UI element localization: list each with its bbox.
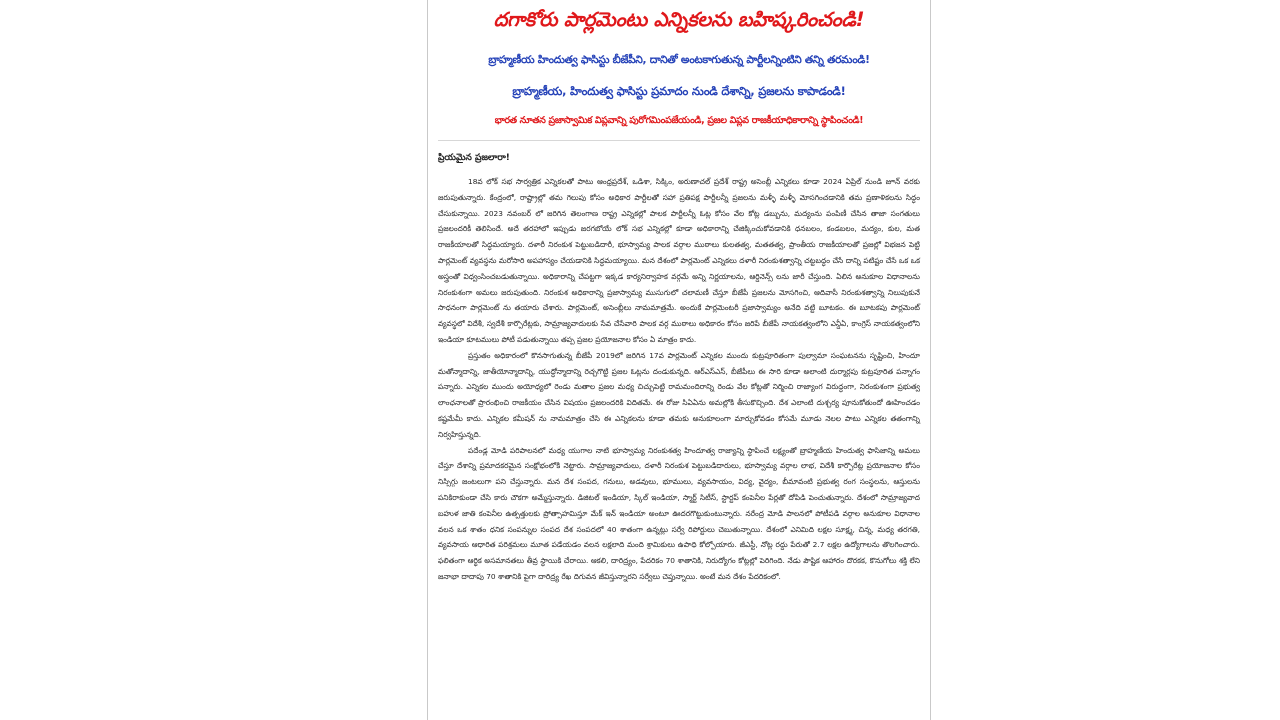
paragraph: పదేండ్ల మోడి పరిపాలనలో మధ్య యుగాల నాటి భూస్వామ్య నిరంకుశత్వ హిందూత్వ రాజ్యాన్ని స్థాపించే లక్ష్యంతో బ్రాహ్మణీయ హిందుత్వ ఫాసిజాన్ని అమలు చేస్తూ దేశాన్ని ప్రమాదకరమైన సంక్షోభంలోకి నెట్టారు. సామ్రాజ్యవాదులు, దళారీ నిరంకుశ పెట్టుబడిదారులు, భూస్వామ్య వర్గాల లాభ, విదేశీ కార్పొరేట్ల ప్రయోజనాల కోసం నిస్సిగ్గు జంటలుగా పని చేస్తున్నారు. మన దేశ సంపద, గనులు, అడవులు, భూములు, వ్యవసాయం, విద్య, వైద్యం, బీమావంటి ప్రభుత్వ రంగ సంస్థలను, ఆస్తులను పనికిరాకుండా చేసి కారు చౌకగా అమ్మేస్తున్నారు. డిజిటల్ ఇండియా, స్కిల్ ఇండియా, స్మార్ట్ సిటీస్, స్టార్టప్ కంపెనీల పేర్లతో దోపిడి పెంచుతున్నారు. దేశంలో సామ్రాజ్యవాద బహుళ జాతి కంపెనీల ఉత్పత్తులకు ప్రోత్సాహమిస్తూ మేక్ ఇన్ ఇండియా అంటూ ఊదరగొట్టుకుంటున్నారు. నరేంద్ర మోడి పాలనలో పోటీపడి వర్గాల అనుకూల విధానాల వలన ఒక శాతం ధనిక సంపన్నుల సంపద దేశ సంపదలో 40 శాతంగా ఉన్నట్లు సర్వే రిపోర్టులు చెబుతున్నాయి. దేశంలో ఎనిమిది లక్షల సూక్ష్మ, చిన్న, మధ్య తరగతి, వ్యవసాయ ఆధారిత పరిశ్రమలు మూత పడేయడం వలన లక్షలాది మంది శ్రామికులు ఉపాధి కోల్పోయారు. జీఎస్టీ, నోట్ల రద్దు పేరుతో 2.7 లక్షల ఉద్యోగాలను తొలగించారు. ఫలితంగా ఆర్థిక అసమానతలు తీవ్ర స్థాయికి చేరాయి. ఆకలి, దారిద్ర్యం, పేదరికం 70 శాతానికి, నిరుద్యోగం కోట్లల్లో పెరిగింది. నేడు పౌష్టిక ఆహారం దొరకక, కొనుగోలు శక్తి లేని జనాభా దాదాపు 70 శాతానికి పైగా దారిద్ర్య రేఖ దిగువన జీవిస్తున్నారని సర్వేలు చెప్తున్నాయి. అంటే మన దేశం పేదరికంలో. xyxy=(438,445,920,581)
subtitle-3: భారత నూతన ప్రజాస్వామిక విప్లవాన్ని పురోగమింపజేయండి, ప్రజల విప్లవ రాజకీయాధికారాన్ని స్థాపించండి! xyxy=(494,115,864,126)
subtitle-2: బ్రాహ్మణీయ, హిందుత్వ ఫాసిస్టు ప్రమాదం నుండి దేశాన్ని, ప్రజలను కాపాడండి! xyxy=(512,84,846,98)
header-divider xyxy=(438,140,920,141)
subtitle-1: బ్రాహ్మణీయ హిందుత్వ ఫాసిస్టు బీజేపీని, దానితో అంటకాగుతున్న పార్టీలన్నింటిని తన్ని తరమండి! xyxy=(488,54,870,66)
paragraph: 18వ లోక్ సభ సార్వత్రిక ఎన్నికలతో పాటు ఆంధ్రప్రదేశ్, ఒడిశా, సిక్కిం, అరుణాచల్ ప్రదేశ్ రాష్ట్ర అసెంబ్లీ ఎన్నికలు కూడా 2024 ఏప్రిల్ నుండి జూన్ వరకు జరుపుతున్నారు. కేంద్రంలో, రాష్ట్రాల్లో తమ గెలుపు కోసం అధికార పార్టీలతో సహా ప్రతిపక్ష పార్టీలన్నీ ప్రజలను మళ్ళీ మళ్ళీ మోసగించడానికి తమ ప్రణాళికలను సిద్ధం చేసుకున్నాయి. 2023 నవంబర్ లో జరిగిన తెలంగాణ రాష్ట్ర ఎన్నికల్లో పాలక పార్టీలన్నీ ఓట్ల కోసం వేల కోట్ల డబ్బును, మద్యంను పంపిణీ చేసిన తాజా సంగతులు ప్రజలందరికీ తెలిసిందే. అదే తరహాలో ఇప్పుడు జరగబోయే లోక్ సభ ఎన్నికల్లో కూడా అధికారాన్ని చేజిక్కించుకోవడానికి ధనబలం, కండబలం, మద్యం, కుల, మత రాజకీయాలతో సిద్ధమయ్యారు. దళారీ నిరంకుశ పెట్టుబడిదారీ, భూస్వామ్య పాలక వర్గాల ముఠాలు కులతత్వ, మతతత్వ, ప్రాంతీయ రాజకీయాలతో ప్రజల్లో విభజన పెట్టి పార్లమెంట్ వ్యవస్థను మరోసారి అపహాస్యం చేయడానికి సిద్ధమయ్యాయి. మన దేశంలో పార్లమెంట్ ఎన్నికలు దళారీ నిరంకుశత్వాన్ని చట్టబద్ధం చేసే దాన్ని పటిష్టం చేసే ఒక ఒక అస్త్రంతో విధ్వంసించబడుతున్నాయి. అధికారాన్ని చేపట్టగా ఇక్కడ కార్యనిర్వాహక వర్గమే అన్ని నిర్ణయాలను, ఆర్డినెన్స్ లను జారీ చేస్తుంది. ఏలిన అనుకూల విధానాలను నిరంకుశంగా అమలు జరుపుతుంది. నిరంకుశ అధికారాన్ని ప్రజాస్వామ్య ముసుగులో చలామణీ చేస్తూ బీజేపీ ప్రజలను మోసగించి, ఆదివాసీ నిరంకుశత్వాన్ని నిలుపుకునే సాధనంగా పార్లమెంట్ ను తయారు చేశారు. పార్లమెంట్, అసెంబ్లీలు నామమాత్రమే. అందుకే పార్లమెంటరీ ప్రజాస్వామ్యం అనేది వట్టి బూటకం. ఈ బూటకపు పార్లమెంట్ వ్యవస్థలో విదేశీ, స్వదేశీ కార్పొరేట్లకు, సామ్రాజ్యవాదులకు సేవ చేసేవారి పాలక వర్గ ముఠాలు అధికారం కోసం జరిపే బీజేపీ నాయకత్వంలోని ఎన్డీఏ, కాంగ్రెస్ నాయకత్వంలోని ఇండియా కూటములు పోటీ పడుతున్నాయి తప్ప ప్రజల ప్రయోజనాల కోసం ఏ మాత్రం కాదు. xyxy=(438,177,920,344)
greeting: ప్రియమైన ప్రజలారా! xyxy=(438,153,510,163)
document-title: దగాకోరు పార్లమెంటు ఎన్నికలను బహిష్కరించండి! xyxy=(493,8,865,31)
document-body xyxy=(438,174,920,585)
paragraph: ప్రస్తుతం అధికారంలో కొనసాగుతున్న బీజేపీ 2019లో జరిగిన 17వ పార్లమెంట్ ఎన్నికల ముందు కుట్రపూరితంగా పుల్వామా సంఘటనను సృష్టించి, హిందూ మతోన్మాదాన్ని, జాతీయోన్మాదాన్ని, యుద్ధోన్మాదాన్ని రెచ్చగొట్టి ప్రజల ఓట్లను దండుకున్నది. ఆర్ఎస్ఎస్, బీజేపీలు ఈ సారి కూడా అలాంటి దుర్మార్గపు కుట్రపూరిత పన్నాగం పన్నారు. ఎన్నికల ముందు అయోధ్యలో రెండు మతాల ప్రజల మధ్య చిచ్చుపెట్టి రామమందిరాన్ని రెండు వేల కోట్లతో నిర్మించి రాజ్యాంగ విరుద్ధంగా, నిరంకుశంగా ప్రభుత్వ లాంఛనాలతో ప్రారంభించి రాజకీయం చేసిన విషయం ప్రజలందరికి విదితమే. ఈ రోజు సిఏఏను అమల్లోకి తీసుకొచ్చింది. దేశ ఎలాంటి దుశ్చర్య పూనుకోతుందో ఊహించడం కష్టమేమీ కాదు. ఎన్నికల కమీషన్ ను నామమాత్రం చేసి ఈ ఎన్నికలను కూడా తమకు అనుకూలంగా మార్చుకోవడం కోసమే మూడు నెలల పాటు ఎన్నికల తతంగాన్ని నిర్వహిస్తున్నది. xyxy=(438,350,920,439)
document-page xyxy=(427,0,931,720)
